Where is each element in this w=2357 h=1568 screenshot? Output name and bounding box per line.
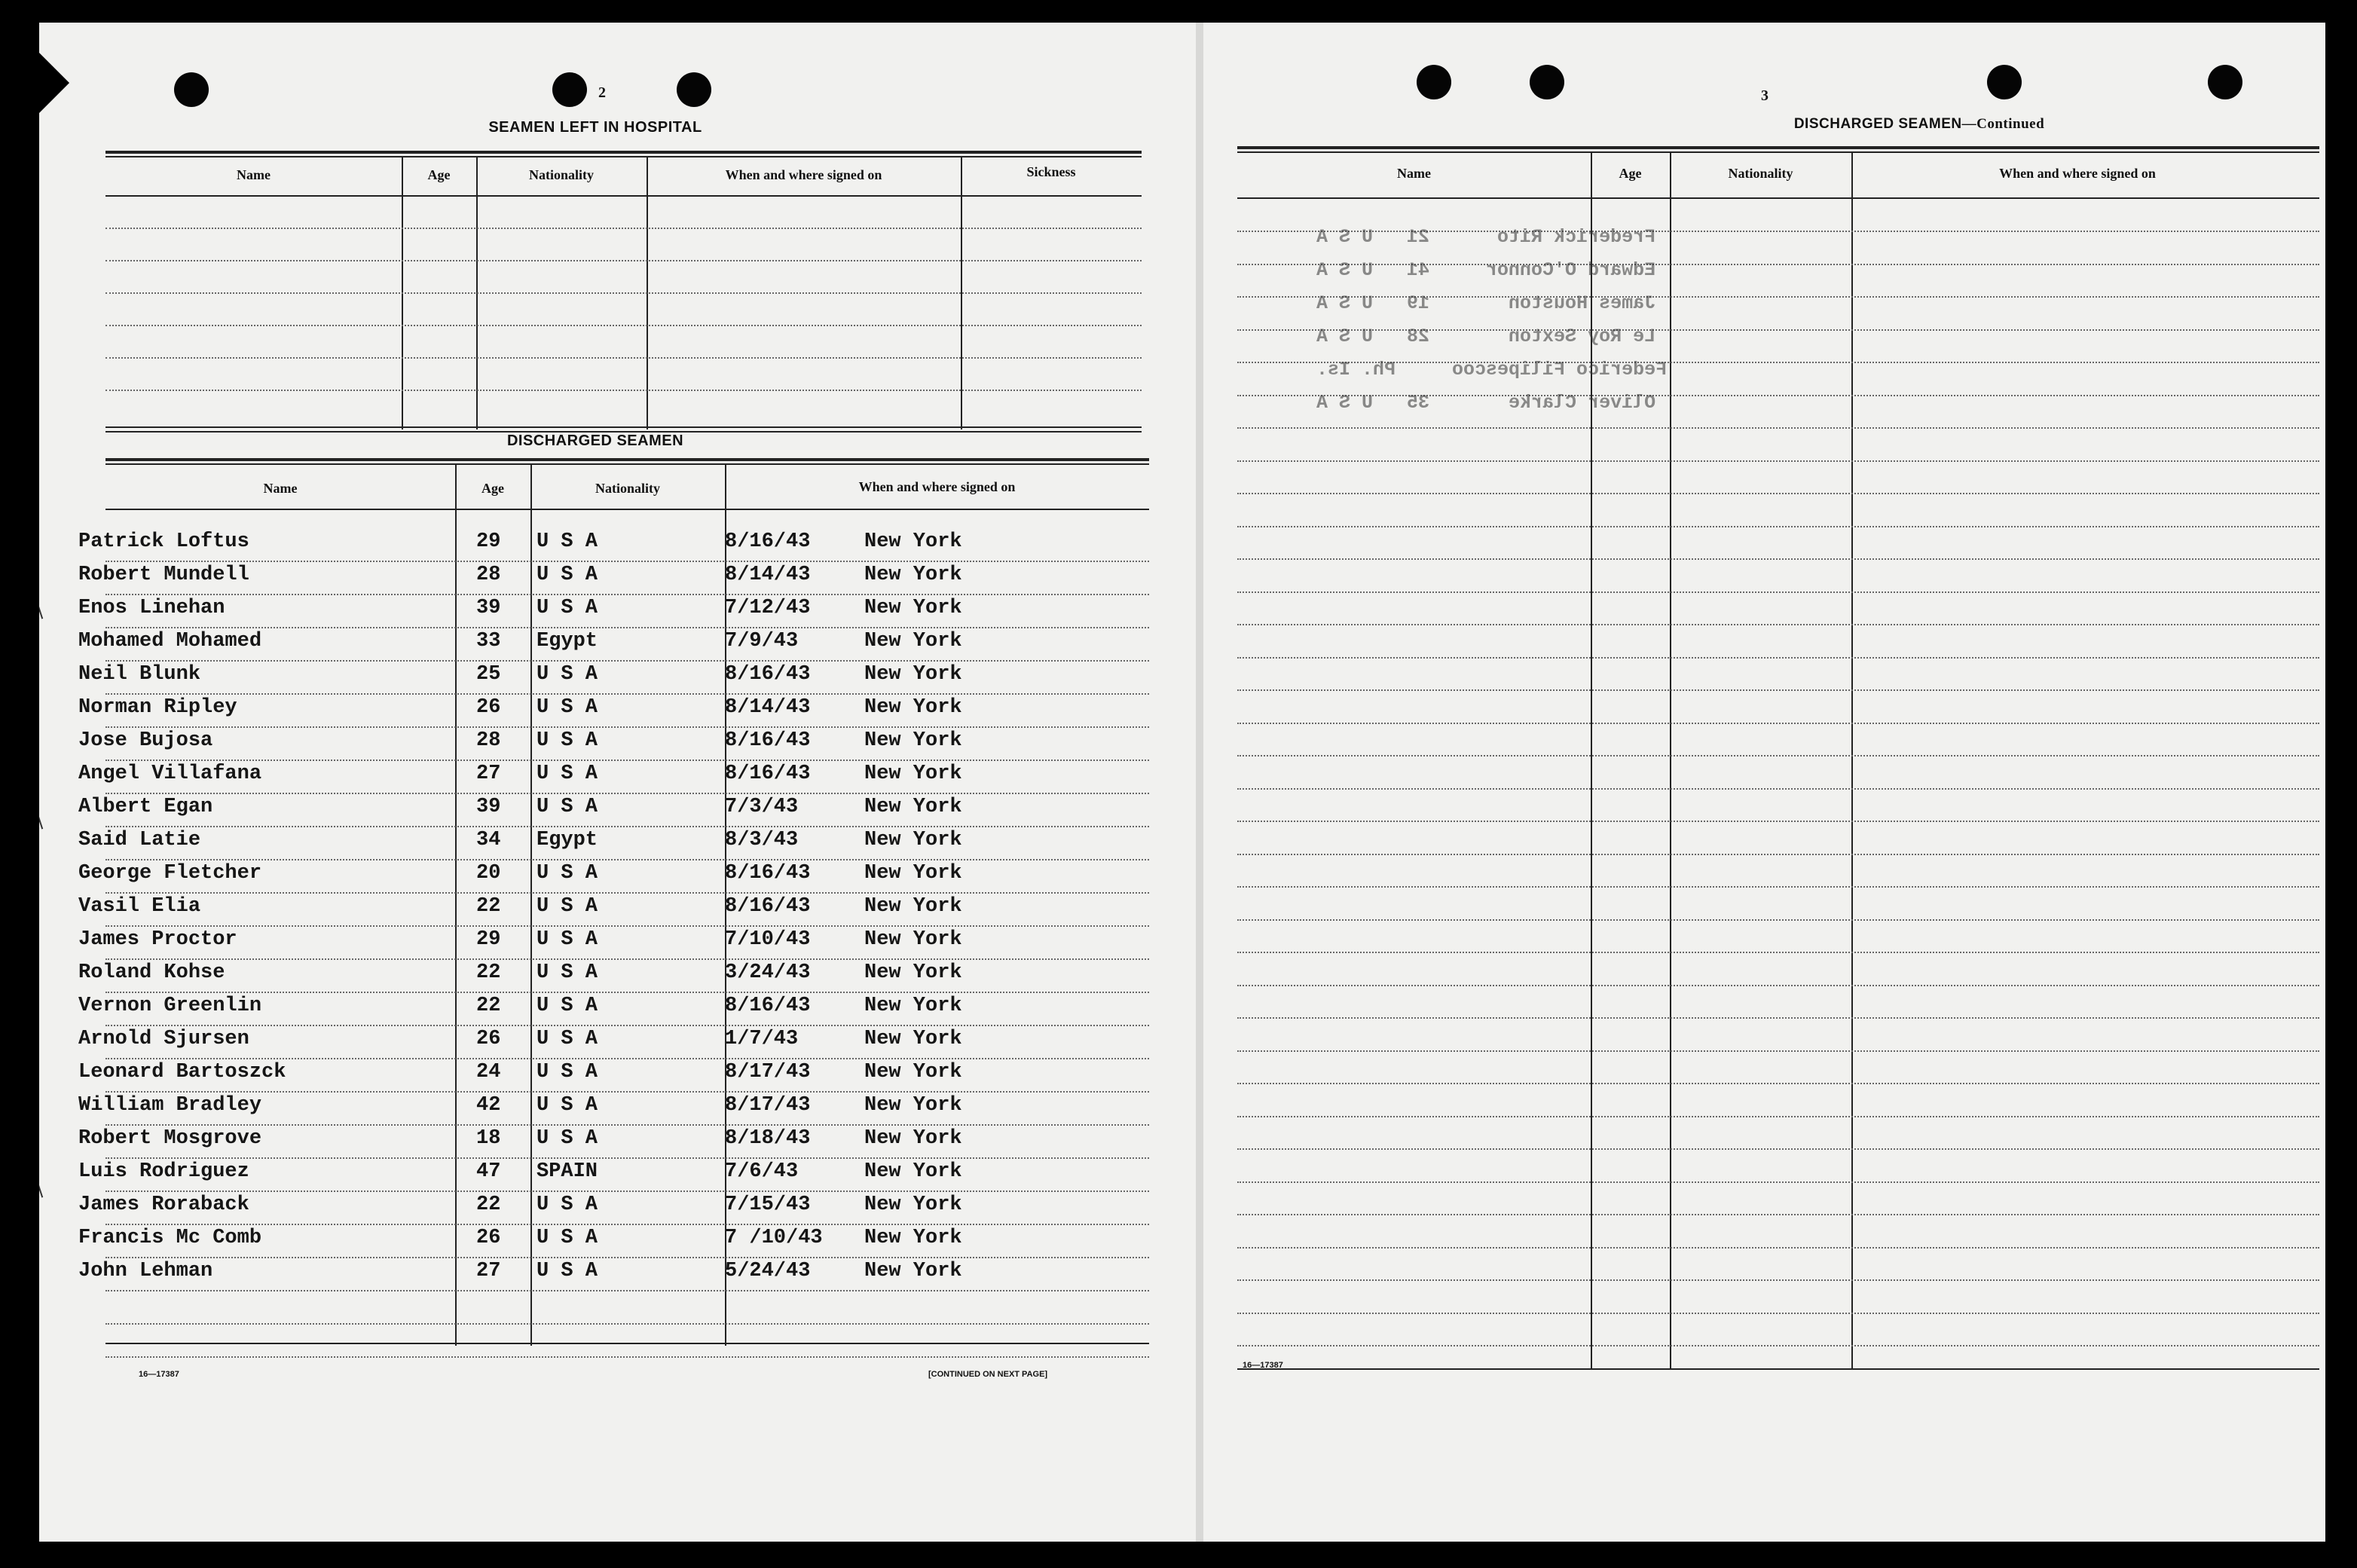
signed-on-date: 8/14/43 <box>725 696 811 719</box>
signed-on-date: 8/18/43 <box>725 1127 811 1150</box>
page-gutter <box>1196 23 1203 1542</box>
seaman-nationality: U S A <box>537 1061 598 1084</box>
seaman-age: 22 <box>476 961 501 984</box>
seaman-name: Roland Kohse <box>78 961 225 984</box>
seaman-name: Enos Linehan <box>78 597 225 619</box>
signed-on-date: 7/10/43 <box>725 928 811 951</box>
seaman-nationality: U S A <box>537 564 598 586</box>
blank-row-line <box>1237 1214 2319 1216</box>
signed-on-date: 8/14/43 <box>725 564 811 586</box>
seaman-nationality: U S A <box>537 663 598 686</box>
seaman-age: 39 <box>476 597 501 619</box>
seaman-name: Angel Villafana <box>78 763 262 785</box>
table-row-line <box>105 925 1149 928</box>
seaman-age: 22 <box>476 995 501 1017</box>
seaman-age: 26 <box>476 1227 501 1249</box>
seaman-name: Albert Egan <box>78 796 213 818</box>
blank-row-line <box>1237 755 2319 757</box>
col-name: Name <box>237 167 271 182</box>
col-age: Age <box>481 481 504 496</box>
seaman-age: 29 <box>476 530 501 553</box>
signed-on-date: 7 /10/43 <box>725 1227 823 1249</box>
table-row-line <box>105 892 1149 894</box>
signed-on-date: 8/16/43 <box>725 763 811 785</box>
discharged-section-title: DISCHARGED SEAMEN <box>506 432 684 449</box>
seaman-nationality: U S A <box>537 1227 598 1249</box>
seaman-name: Robert Mundell <box>78 564 249 586</box>
table-row-line <box>105 1124 1149 1126</box>
signed-on-place: New York <box>864 1127 962 1150</box>
signed-on-place: New York <box>864 1227 962 1249</box>
seaman-age: 22 <box>476 1194 501 1216</box>
blank-row-line <box>1237 854 2319 856</box>
col-signed-on: When and where signed on <box>725 167 882 182</box>
seaman-name: Jose Bujosa <box>78 729 213 752</box>
blank-row-line <box>1237 427 2319 429</box>
signed-on-place: New York <box>864 895 962 918</box>
check-mark <box>39 594 43 619</box>
seaman-name: John Lehman <box>78 1260 213 1282</box>
signed-on-date: 7/12/43 <box>725 597 811 619</box>
table-row-line <box>105 1025 1149 1027</box>
seaman-age: 22 <box>476 895 501 918</box>
seaman-age: 33 <box>476 630 501 653</box>
scanned-document <box>39 23 2325 1542</box>
seaman-name: Vasil Elia <box>78 895 201 918</box>
mirrored-entry: Le Roy Sexton 28 U S A <box>1316 326 1656 347</box>
mirrored-entry: Frederick Rito 21 U S A <box>1316 226 1656 248</box>
table-row-line <box>105 826 1149 828</box>
seaman-age: 27 <box>476 763 501 785</box>
signed-on-place: New York <box>864 1194 962 1216</box>
seaman-name: Vernon Greenlin <box>78 995 262 1017</box>
seaman-age: 18 <box>476 1127 501 1150</box>
table-row-line <box>105 760 1149 762</box>
blank-row-line <box>1237 952 2319 954</box>
blank-row-line <box>1237 1279 2319 1282</box>
seaman-nationality: U S A <box>537 995 598 1017</box>
form-number: 16—17387 <box>139 1370 179 1379</box>
table-row-line <box>105 992 1149 994</box>
torn-corner <box>39 53 69 113</box>
col-sickness: Sickness <box>1026 164 1076 179</box>
seaman-age: 24 <box>476 1061 501 1084</box>
table-row-line <box>105 1224 1149 1226</box>
seaman-nationality: U S A <box>537 961 598 984</box>
seaman-nationality: U S A <box>537 895 598 918</box>
blank-row-line <box>1237 493 2319 495</box>
table-row-line <box>105 1091 1149 1093</box>
signed-on-place: New York <box>864 597 962 619</box>
seaman-age: 27 <box>476 1260 501 1282</box>
seaman-nationality: SPAIN <box>537 1160 598 1183</box>
left-page <box>39 23 1196 1542</box>
continued-note: [CONTINUED ON NEXT PAGE] <box>928 1370 1048 1379</box>
seaman-name: Luis Rodriguez <box>78 1160 249 1183</box>
col-nationality: Nationality <box>595 481 660 496</box>
seaman-name: William Bradley <box>78 1094 262 1117</box>
signed-on-place: New York <box>864 1061 962 1084</box>
table-row-line <box>105 561 1149 563</box>
punch-hole <box>174 72 209 107</box>
blank-row-line <box>1237 886 2319 888</box>
signed-on-date: 8/16/43 <box>725 862 811 885</box>
signed-on-place: New York <box>864 564 962 586</box>
blank-row-line <box>1237 1181 2319 1184</box>
signed-on-date: 5/24/43 <box>725 1260 811 1282</box>
signed-on-date: 3/24/43 <box>725 961 811 984</box>
signed-on-place: New York <box>864 796 962 818</box>
table-row-line <box>105 693 1149 695</box>
seaman-age: 34 <box>476 829 501 851</box>
mirrored-entry: James Houston 19 U S A <box>1316 292 1656 314</box>
signed-on-place: New York <box>864 630 962 653</box>
seaman-name: Leonard Bartoszck <box>78 1061 286 1084</box>
blank-row-line <box>1237 657 2319 659</box>
seaman-name: Arnold Sjursen <box>78 1028 249 1050</box>
seaman-age: 25 <box>476 663 501 686</box>
signed-on-date: 7/15/43 <box>725 1194 811 1216</box>
seaman-name: George Fletcher <box>78 862 262 885</box>
signed-on-date: 7/9/43 <box>725 630 799 653</box>
right-page <box>1203 23 2325 1542</box>
blank-row-line <box>1237 689 2319 692</box>
table-row-line <box>105 594 1149 596</box>
signed-on-place: New York <box>864 729 962 752</box>
signed-on-place: New York <box>864 663 962 686</box>
table-row-line <box>105 627 1149 629</box>
seaman-age: 28 <box>476 564 501 586</box>
seaman-name: James Proctor <box>78 928 237 951</box>
table-top-rule <box>105 151 1142 154</box>
table-row-line <box>105 1290 1149 1292</box>
section-title: DISCHARGED SEAMEN—Continued <box>1793 116 2045 132</box>
seaman-name: Neil Blunk <box>78 663 201 686</box>
seaman-nationality: Egypt <box>537 829 598 851</box>
signed-on-date: 8/3/43 <box>725 829 799 851</box>
signed-on-date: 8/16/43 <box>725 663 811 686</box>
blank-row-line <box>1237 624 2319 626</box>
col-signed-on: When and where signed on <box>858 479 1016 494</box>
signed-on-place: New York <box>864 961 962 984</box>
signed-on-date: 8/16/43 <box>725 530 811 553</box>
seaman-nationality: U S A <box>537 597 598 619</box>
blank-row-line <box>1237 1116 2319 1118</box>
seaman-nationality: U S A <box>537 696 598 719</box>
hospital-section-title: SEAMEN LEFT IN HOSPITAL <box>488 119 702 136</box>
signed-on-place: New York <box>864 530 962 553</box>
header-bottom-rule <box>105 195 1142 197</box>
seaman-nationality: U S A <box>537 530 598 553</box>
punch-hole <box>552 72 587 107</box>
signed-on-place: New York <box>864 928 962 951</box>
blank-row-line <box>1237 723 2319 725</box>
blank-row-line <box>1237 919 2319 922</box>
blank-row-line <box>1237 591 2319 594</box>
blank-row-line <box>1237 558 2319 561</box>
blank-row-line <box>1237 526 2319 528</box>
page-number: 2 <box>598 84 606 101</box>
signed-on-place: New York <box>864 829 962 851</box>
seaman-nationality: U S A <box>537 1194 598 1216</box>
seaman-name: Norman Ripley <box>78 696 237 719</box>
seaman-nationality: U S A <box>537 1028 598 1050</box>
form-number: 16—17387 <box>1243 1361 1283 1370</box>
blank-row-line <box>1237 985 2319 987</box>
seaman-age: 26 <box>476 696 501 719</box>
table-row-line <box>105 1191 1149 1193</box>
seaman-nationality: Egypt <box>537 630 598 653</box>
seaman-name: Mohamed Mohamed <box>78 630 262 653</box>
table-row-line <box>105 726 1149 729</box>
punch-hole <box>677 72 711 107</box>
blank-row-line <box>1237 1083 2319 1085</box>
table-row-line <box>105 859 1149 861</box>
seaman-nationality: U S A <box>537 862 598 885</box>
seaman-nationality: U S A <box>537 763 598 785</box>
mirrored-entry: Federico Filipescoo Ph. Is. <box>1316 359 1668 381</box>
signed-on-place: New York <box>864 862 962 885</box>
seaman-nationality: U S A <box>537 729 598 752</box>
table-row-line <box>105 1058 1149 1060</box>
blank-row-line <box>1237 1247 2319 1249</box>
seaman-name: Francis Mc Comb <box>78 1227 262 1249</box>
seaman-age: 47 <box>476 1160 501 1183</box>
blank-row-line <box>1237 1148 2319 1151</box>
blank-row-line <box>1237 821 2319 823</box>
table-row-line <box>105 793 1149 795</box>
table-row-line <box>105 1257 1149 1259</box>
signed-on-place: New York <box>864 995 962 1017</box>
signed-on-place: New York <box>864 1160 962 1183</box>
blank-row-line <box>1237 788 2319 790</box>
signed-on-place: New York <box>864 696 962 719</box>
check-mark <box>39 1173 43 1198</box>
signed-on-date: 7/6/43 <box>725 1160 799 1183</box>
seaman-age: 28 <box>476 729 501 752</box>
signed-on-place: New York <box>864 1260 962 1282</box>
seaman-nationality: U S A <box>537 1127 598 1150</box>
col-signed-on: When and where signed on <box>1999 166 2156 181</box>
check-mark <box>39 805 43 830</box>
signed-on-date: 8/17/43 <box>725 1094 811 1117</box>
signed-on-place: New York <box>864 1094 962 1117</box>
seaman-age: 39 <box>476 796 501 818</box>
punch-hole <box>2208 65 2242 99</box>
punch-hole <box>1987 65 2022 99</box>
signed-on-date: 8/16/43 <box>725 895 811 918</box>
seaman-nationality: U S A <box>537 928 598 951</box>
table-row-line <box>105 1157 1149 1160</box>
blank-row-line <box>1237 1017 2319 1019</box>
col-name: Name <box>263 481 298 496</box>
punch-hole <box>1530 65 1564 99</box>
signed-on-date: 8/17/43 <box>725 1061 811 1084</box>
seaman-age: 20 <box>476 862 501 885</box>
mirrored-entry: Oliver Clarke 35 U S A <box>1316 392 1656 414</box>
col-age: Age <box>1619 166 1642 181</box>
seaman-nationality: U S A <box>537 1094 598 1117</box>
seaman-age: 42 <box>476 1094 501 1117</box>
signed-on-date: 7/3/43 <box>725 796 799 818</box>
blank-row-line <box>1237 1345 2319 1347</box>
table-row-line <box>105 958 1149 961</box>
blank-row-line <box>1237 1313 2319 1315</box>
page-number: 3 <box>1761 87 1769 104</box>
seaman-age: 26 <box>476 1028 501 1050</box>
blank-row-line <box>1237 460 2319 463</box>
col-age: Age <box>427 167 451 182</box>
table-row-line <box>105 660 1149 662</box>
mirrored-entry: Edward O'Connor 41 U S A <box>1316 259 1656 281</box>
col-nationality: Nationality <box>528 167 594 182</box>
seaman-age: 29 <box>476 928 501 951</box>
col-nationality: Nationality <box>1728 166 1793 181</box>
punch-hole <box>1417 65 1451 99</box>
signed-on-date: 8/16/43 <box>725 729 811 752</box>
seaman-nationality: U S A <box>537 1260 598 1282</box>
seaman-nationality: U S A <box>537 796 598 818</box>
seaman-name: James Roraback <box>78 1194 249 1216</box>
col-name: Name <box>1397 166 1431 181</box>
seaman-name: Robert Mosgrove <box>78 1127 262 1150</box>
signed-on-place: New York <box>864 763 962 785</box>
seaman-name: Said Latie <box>78 829 201 851</box>
seaman-name: Patrick Loftus <box>78 530 249 553</box>
blank-row-line <box>1237 1050 2319 1053</box>
signed-on-date: 1/7/43 <box>725 1028 799 1050</box>
signed-on-date: 8/16/43 <box>725 995 811 1017</box>
signed-on-place: New York <box>864 1028 962 1050</box>
